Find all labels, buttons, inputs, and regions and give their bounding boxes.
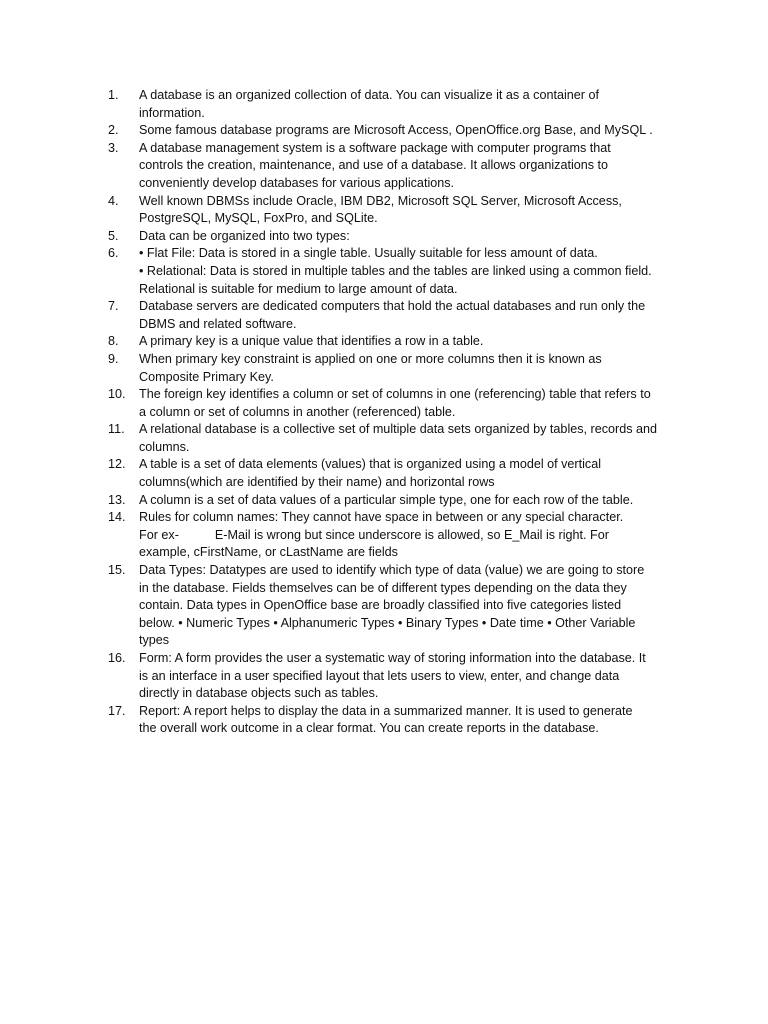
list-item-text — [139, 456, 680, 491]
text-line: • Relational: Data is stored in multiple tables and the tables are linked using a common field. — [139, 263, 652, 278]
text-line: Form: A form provides the user a systematic way of storing information into the database. It — [139, 651, 646, 665]
list-item-text — [139, 122, 680, 140]
list-item-text — [139, 193, 680, 228]
list-number: 2. — [108, 123, 119, 138]
text-line: types — [139, 633, 170, 648]
list-number: 1. — [108, 88, 119, 102]
list-item — [108, 333, 680, 351]
list-number: 3. — [108, 140, 119, 155]
list-item-text — [139, 703, 680, 738]
list-number: 16. — [108, 651, 126, 665]
text-line: the overall work outcome in a clear format. You can create reports in the database. — [139, 721, 599, 736]
list-item-text — [139, 228, 680, 246]
text-line: Report: A report helps to display the data in a summarized manner. It is used to generate — [139, 703, 633, 718]
text-line: a column or set of columns in another (referenced) table. — [139, 404, 456, 419]
list-number: 11. — [108, 422, 125, 437]
list-item — [108, 703, 680, 738]
text-line: Rules for column names: They cannot have space in between or any special character. — [139, 510, 624, 525]
list-number: 10. — [108, 387, 126, 402]
text-line: A table is a set of data elements (values) that is organized using a model of vertical — [139, 457, 602, 472]
text-line: information. — [139, 105, 205, 120]
text-line: • Flat File: Data is stored in a single table. Usually suitable for less amount of data. — [139, 246, 598, 261]
list-number: 5. — [108, 228, 119, 243]
text-line: PostgreSQL, MySQL, FoxPro, and SQLite. — [139, 211, 378, 226]
list-number: 15. — [108, 563, 126, 578]
text-line: Well known DBMSs include Oracle, IBM DB2, Microsoft SQL Server, Microsoft Access, — [139, 193, 622, 208]
list-item-text — [139, 386, 680, 421]
text-line: controls the creation, maintenance, and use of a database. It allows organizations to — [139, 158, 609, 173]
list-item — [108, 245, 680, 298]
text-line: When primary key constraint is applied on one or more columns then it is known as — [139, 351, 602, 366]
text-line: A column is a set of data values of a particular simple type, one for each row of the table. — [139, 492, 634, 507]
list-item — [108, 140, 680, 193]
text-line: Data Types: Datatypes are used to identify which type of data (value) we are going to store — [139, 563, 645, 578]
text-line: columns(which are identified by their name) and horizontal rows — [139, 475, 495, 490]
list-item-text — [139, 509, 680, 562]
text-line: conveniently develop databases for various applications. — [139, 175, 455, 190]
text-line: A database is an organized collection of data. You can visualize it as a container of — [139, 88, 599, 102]
list-item-text — [139, 140, 680, 193]
list-item — [108, 386, 680, 421]
text-line: A primary key is a unique value that identifies a row in a table. — [139, 334, 484, 349]
text-line: Database servers are dedicated computers that hold the actual databases and run only the — [139, 299, 646, 314]
text-line: Composite Primary Key. — [139, 369, 274, 384]
list-item — [108, 298, 680, 333]
list-number: 7. — [108, 299, 119, 314]
text-fragment: E-Mail is wrong but since underscore is allowed, so E_Mail is right. For — [214, 527, 609, 542]
text-fragment: For ex- — [139, 527, 179, 542]
list-item — [108, 421, 680, 456]
text-line: Relational is suitable for medium to large amount of data. — [139, 281, 458, 296]
text-line: A relational database is a collective set of multiple data sets organized by tables, records and — [139, 422, 658, 437]
text-line: A database management system is a software package with computer programs that — [139, 140, 611, 155]
text-line: contain. Data types in OpenOffice base are broadly classified into five categories listed — [139, 598, 622, 613]
numbered-list — [108, 87, 680, 738]
text-line: in the database. Fields themselves can be of different types depending on the data they — [139, 580, 627, 595]
list-item — [108, 562, 680, 650]
list-item — [108, 87, 680, 122]
list-item — [108, 193, 680, 228]
text-line: Some famous database programs are Microsoft Access, OpenOffice.org Base, and MySQL . — [139, 123, 653, 138]
text-line: columns. — [139, 439, 190, 454]
text-line: The foreign key identifies a column or set of columns in one (referencing) table that refers to — [139, 387, 651, 402]
list-item — [108, 456, 680, 491]
list-item — [108, 122, 680, 140]
list-number: 6. — [108, 246, 119, 261]
list-number: 17. — [108, 703, 126, 718]
list-item-text — [139, 650, 680, 703]
list-number: 9. — [108, 351, 119, 366]
list-item — [108, 492, 680, 510]
list-item-text — [139, 87, 680, 122]
list-item-text — [139, 562, 680, 650]
text-line-with-gap — [139, 527, 680, 545]
list-number: 4. — [108, 193, 119, 208]
list-item-text — [139, 351, 680, 386]
list-number: 13. — [108, 492, 126, 507]
text-line: Data can be organized into two types: — [139, 228, 350, 243]
list-item — [108, 351, 680, 386]
text-line: is an interface in a user specified layout that lets users to view, enter, and change data — [139, 668, 620, 683]
text-line: example, cFirstName, or cLastName are fields — [139, 545, 398, 560]
list-item-text — [139, 421, 680, 456]
list-number: 8. — [108, 334, 119, 349]
list-item — [108, 650, 680, 703]
list-item-text — [139, 333, 680, 351]
list-item-text — [139, 245, 680, 298]
list-number: 14. — [108, 510, 126, 525]
list-item — [108, 509, 680, 562]
list-item — [108, 228, 680, 246]
text-line: below. • Numeric Types • Alphanumeric Types • Binary Types • Date time • Other Variable — [139, 615, 636, 630]
list-item-text — [139, 298, 680, 333]
list-number: 12. — [108, 457, 126, 472]
text-line: directly in database objects such as tables. — [139, 686, 379, 701]
text-line: DBMS and related software. — [139, 316, 297, 331]
list-item-text — [139, 492, 680, 510]
